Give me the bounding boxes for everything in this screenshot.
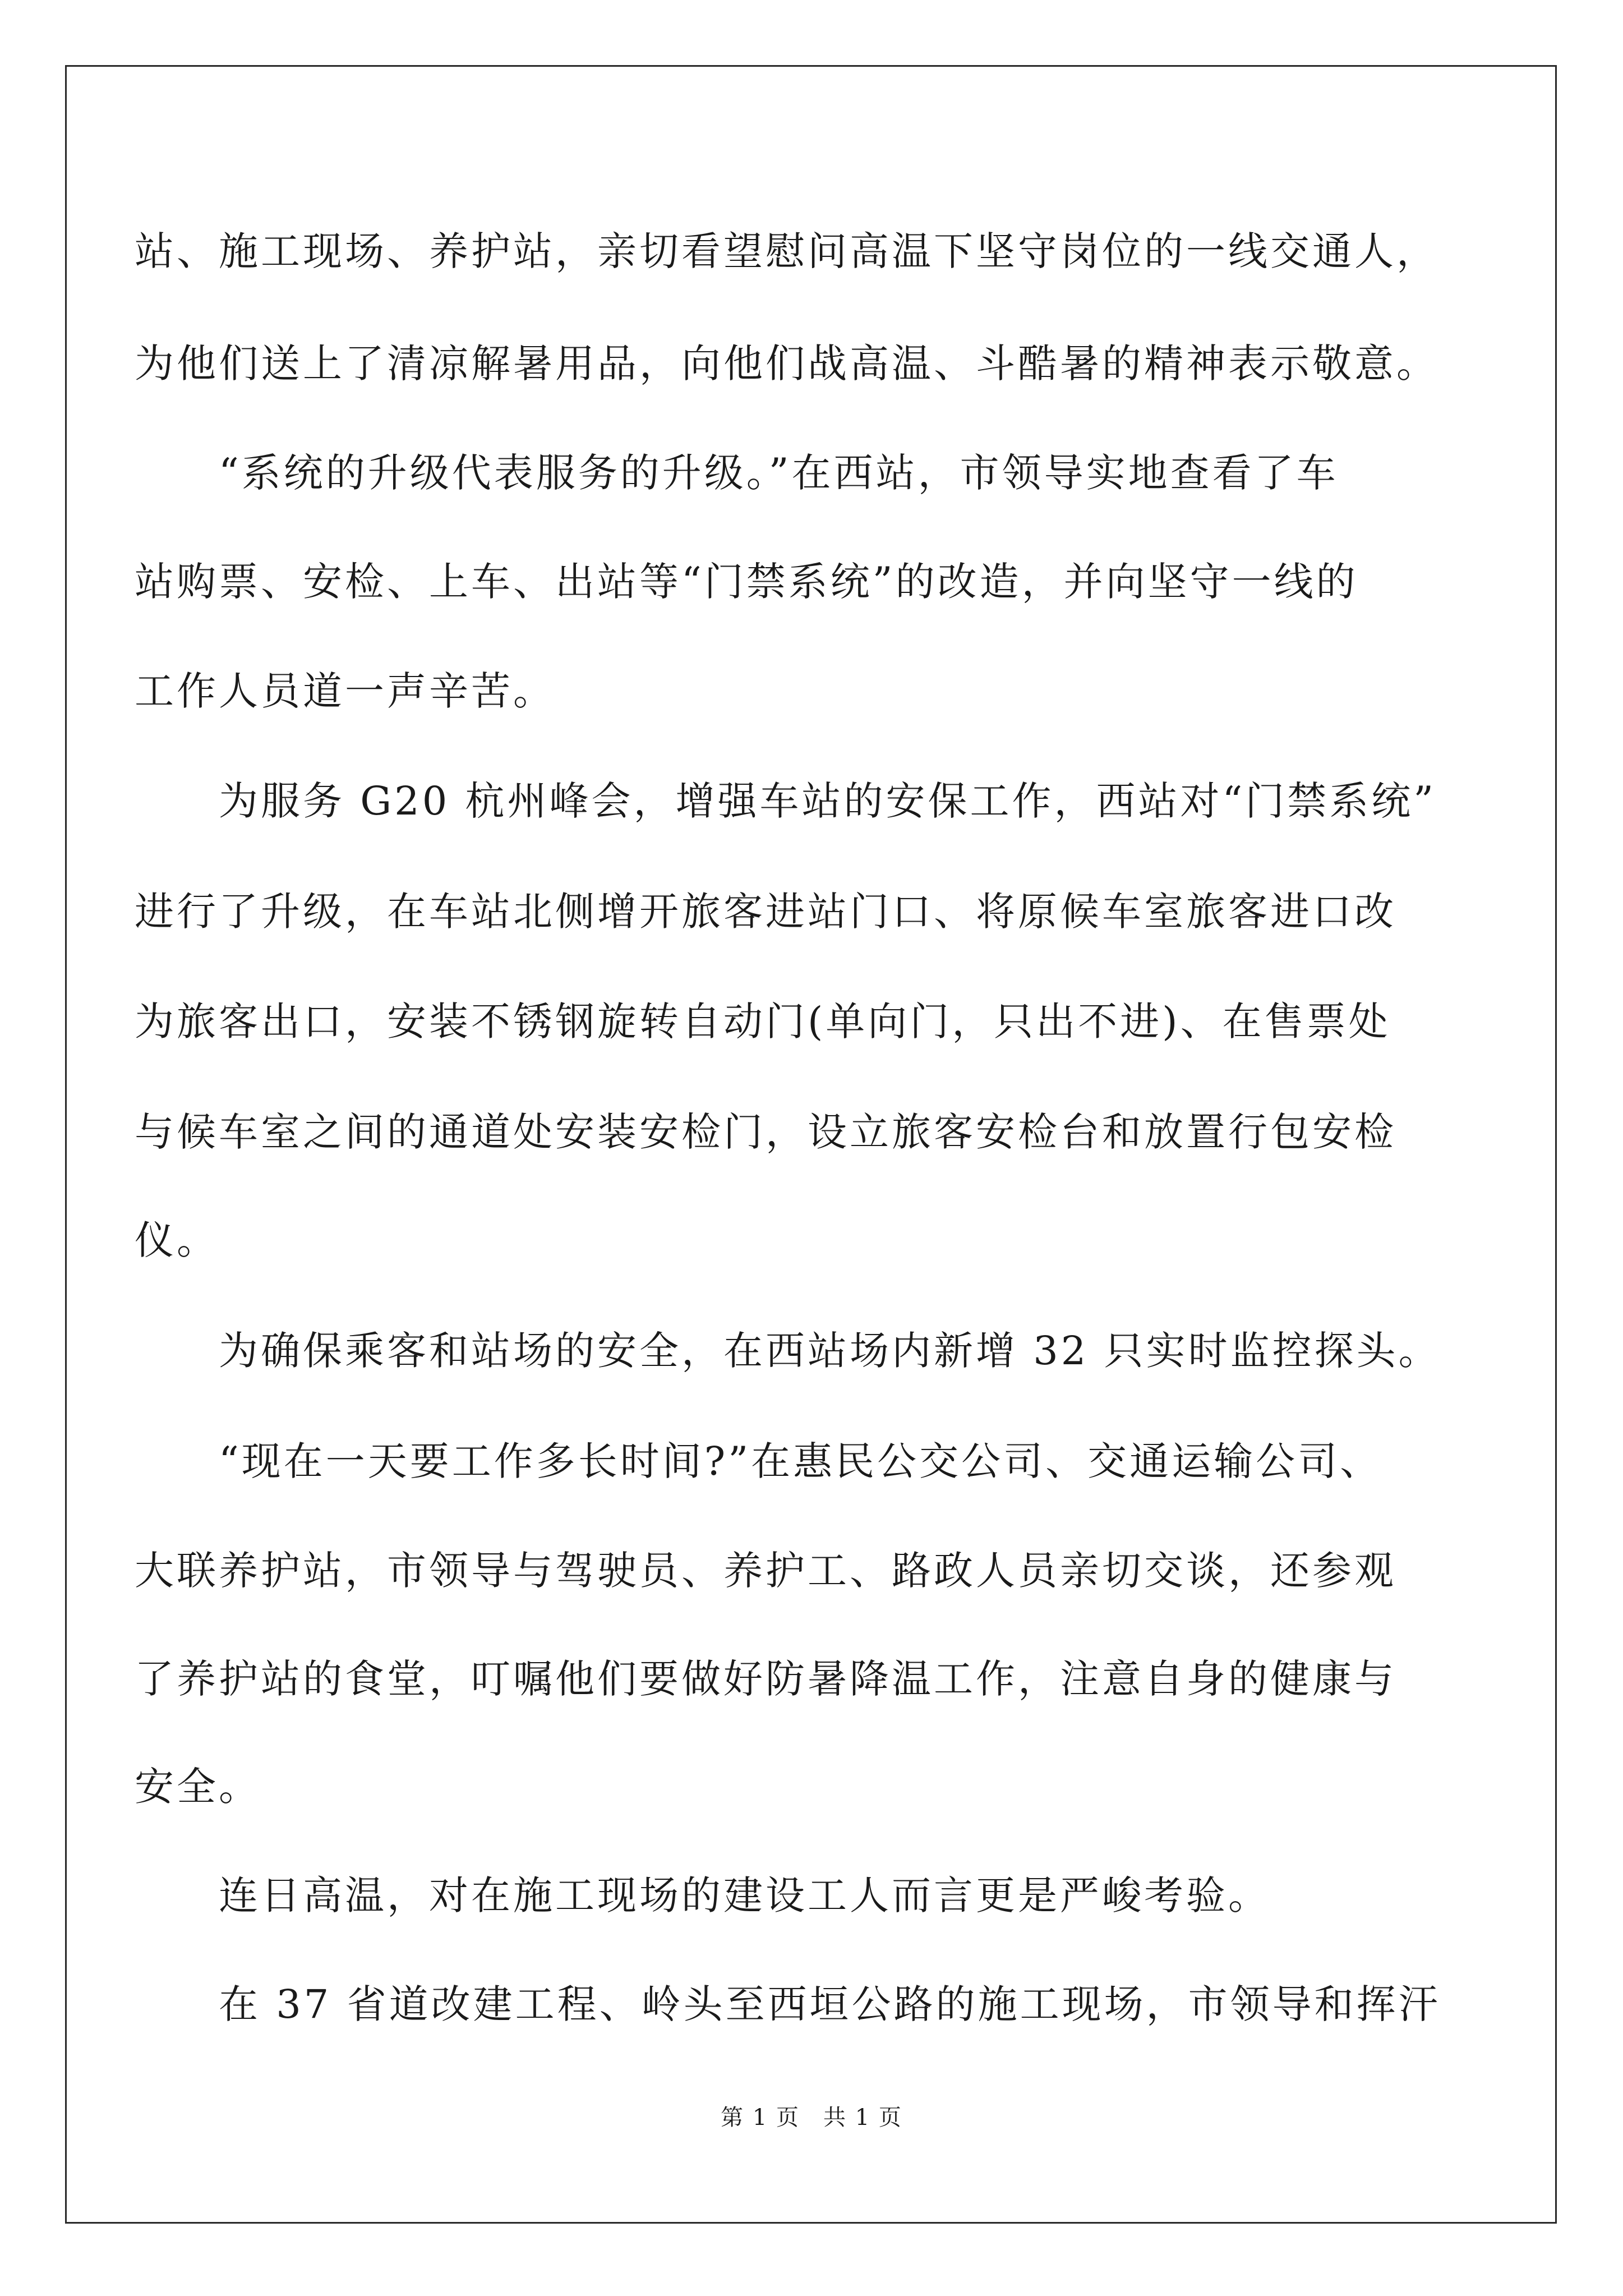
text-line: 为服务 G20 杭州峰会，增强车站的安保工作，西站对“门禁系统” [219,778,1437,824]
text-line: 在 37 省道改建工程、岭头至西垣公路的施工现场，市领导和挥汗 [219,1981,1441,2027]
text-line: 站购票、安检、上车、出站等“门禁系统”的改造，并向坚守一线的 [135,559,1358,605]
text-line: 工作人员道一声辛苦。 [135,668,555,714]
text-line: 仪。 [135,1217,219,1263]
page-footer: 第 1 页 共 1 页 [721,2105,902,2131]
text-line: 为确保乘客和站场的安全，在西站场内新增 32 只实时监控探头。 [219,1328,1441,1374]
text-line: 进行了升级，在车站北侧增开旅客进站门口、将原候车室旅客进口改 [135,889,1396,935]
text-line: 了养护站的食堂，叮嘱他们要做好防暑降温工作，注意自身的健康与 [135,1656,1396,1702]
text-line: 与候车室之间的通道处安装安检门，设立旅客安检台和放置行包安检 [135,1109,1396,1155]
text-line: “现在一天要工作多长时间?”在惠民公交公司、交通运输公司、 [219,1438,1382,1484]
text-line: 为旅客出口，安装不锈钢旋转自动门(单向门，只出不进)、在售票处 [135,999,1391,1045]
text-line: 大联养护站，市领导与驾驶员、养护工、路政人员亲切交谈，还参观 [135,1548,1396,1594]
text-line: “系统的升级代表服务的升级。”在西站，市领导实地查看了车 [219,450,1339,496]
text-line: 站、施工现场、养护站，亲切看望慰问高温下坚守岗位的一线交通人， [135,228,1438,274]
text-line: 为他们送上了清凉解暑用品，向他们战高温、斗酷暑的精神表示敬意。 [135,341,1438,386]
text-line: 连日高温，对在施工现场的建设工人而言更是严峻考验。 [219,1872,1270,1918]
text-line: 安全。 [135,1764,261,1810]
